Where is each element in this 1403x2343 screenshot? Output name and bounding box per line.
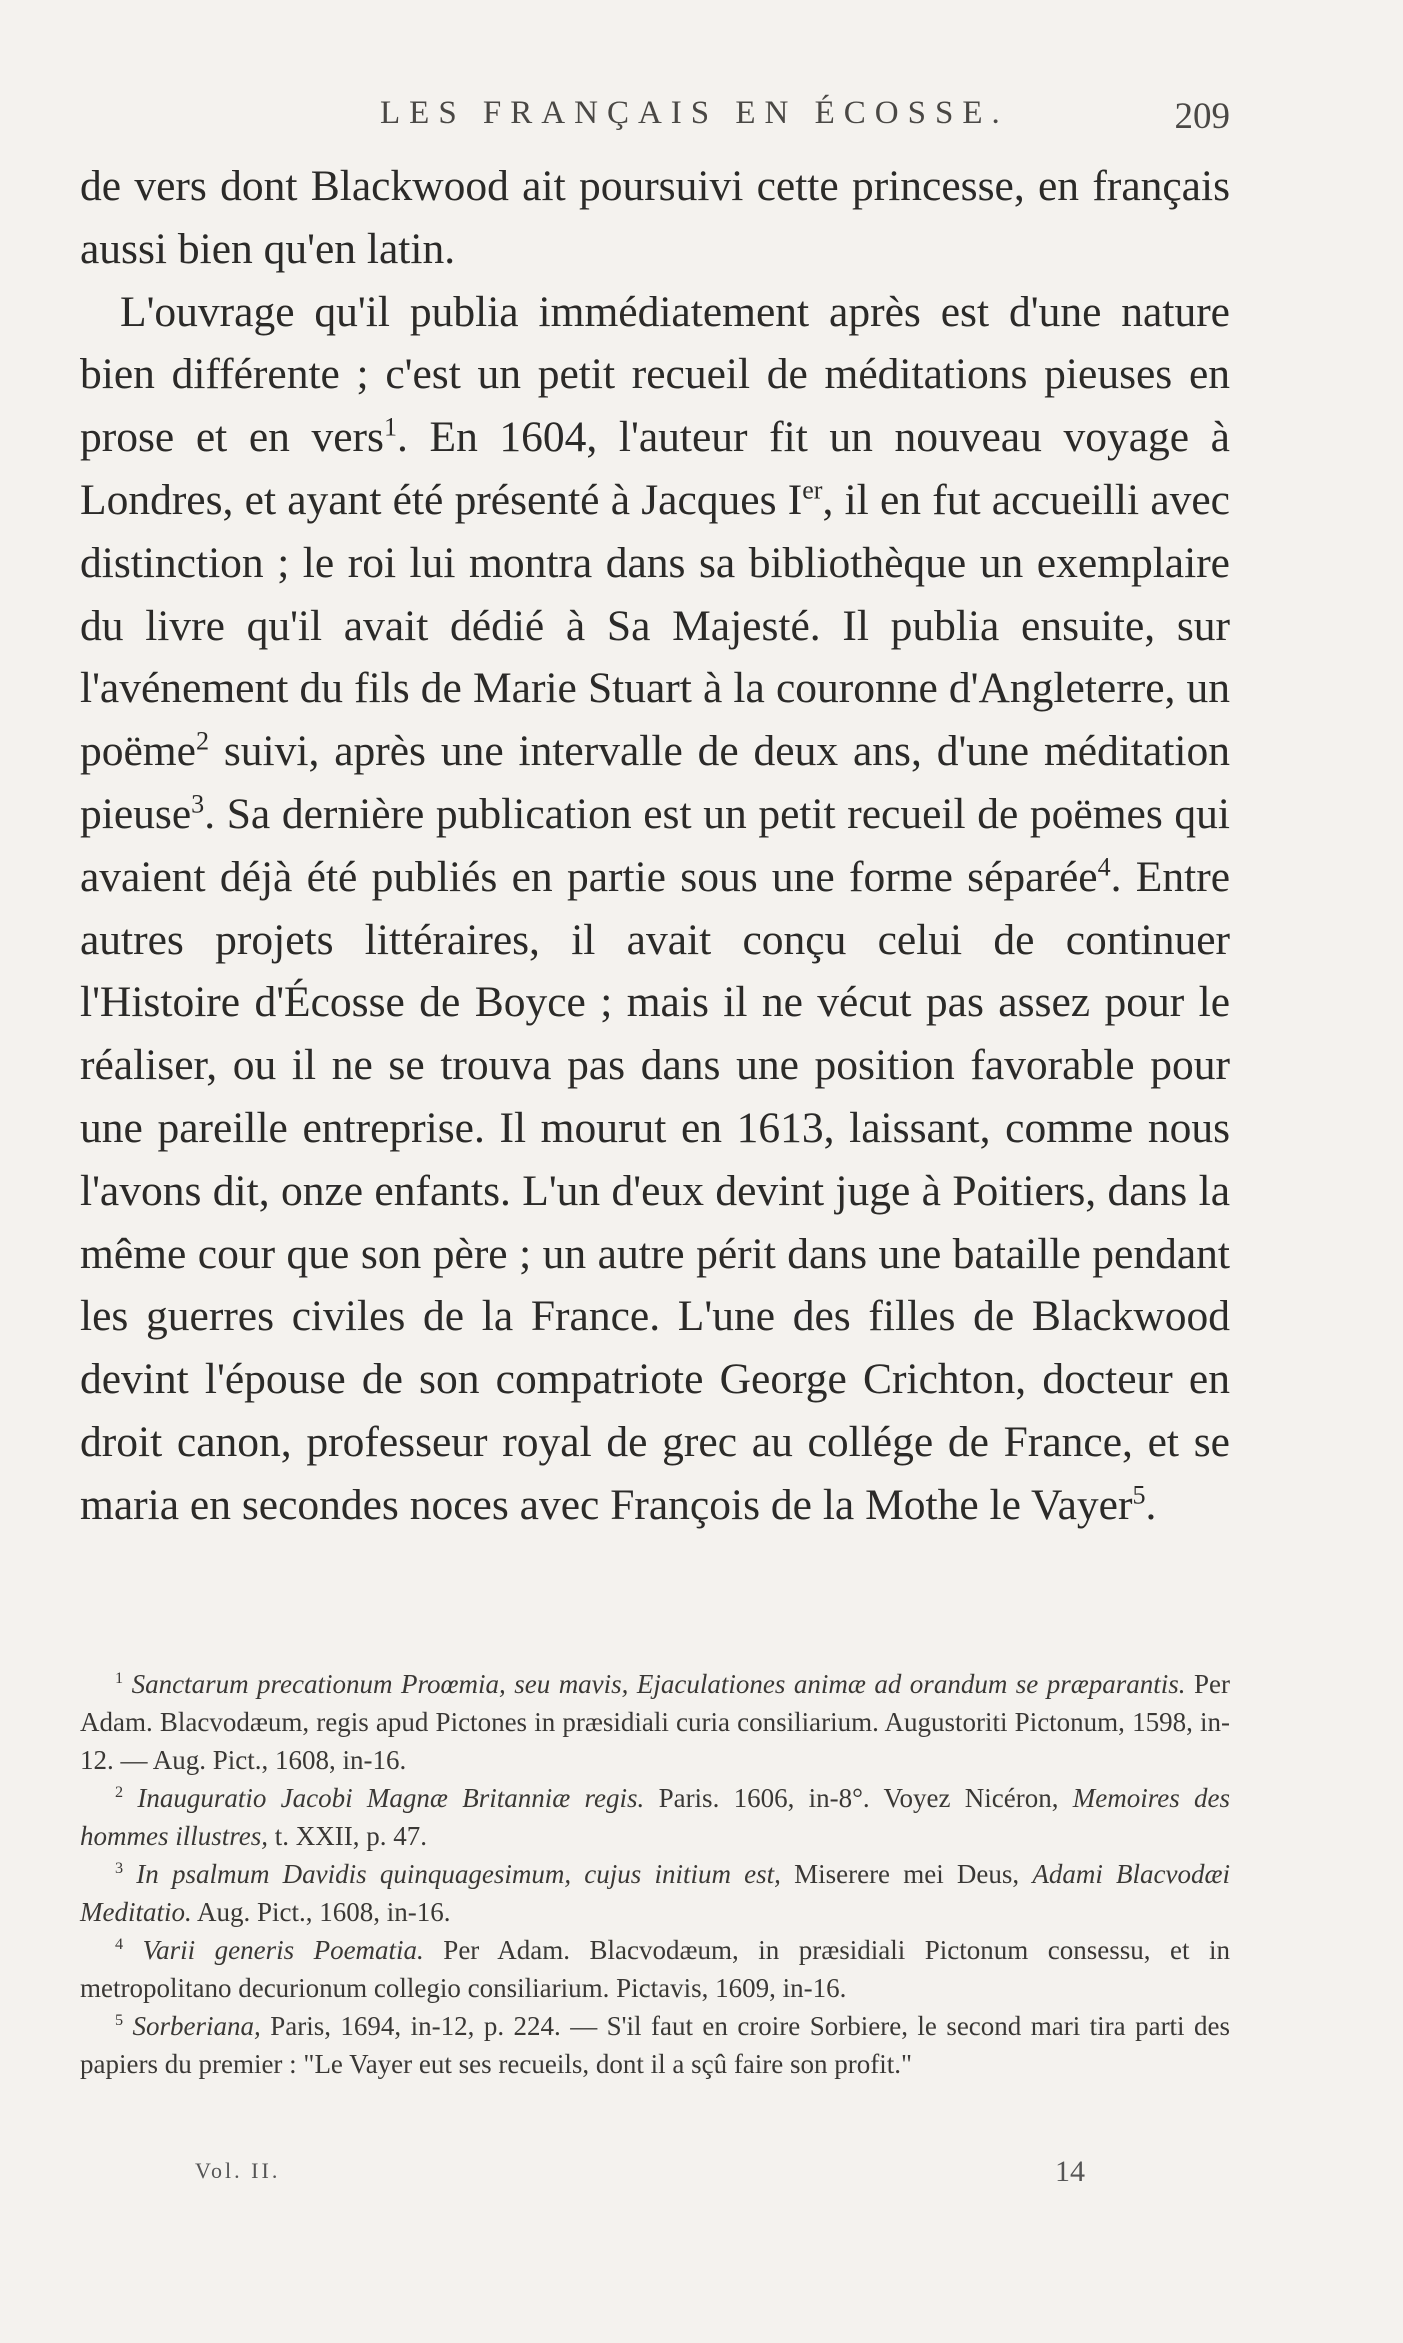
text-segment: . Entre autres projets littéraires, il avait conçu celui de continuer l'Histoire d'Écosse de Boyce ; mais il ne vécut pas assez pour le réaliser, ou il ne se trouva pas dans une position favorable pour une pareille entreprise. Il mourut en 1613, laissant, comme nous l'avons dit, onze enfants. L'un d'eux devint juge à Poitiers, dans la même cour que son père ; un autre périt dans une bataille pendant les guerres civiles de la France. L'une des filles de Blackwood devint l'épouse de son compatriote George Crichton, docteur en droit canon, professeur royal de grec au collége de France, et se maria en secondes noces avec François de la Mothe le Vayer [80, 852, 1230, 1529]
sheet-number: 14 [1055, 2155, 1085, 2188]
footnote-ref: 2 [195, 726, 209, 756]
footnote-title: Memoires des hommes illustres, [80, 1783, 1231, 1851]
footnote-text: Miserere mei Deus, [780, 1859, 1033, 1889]
text-segment: . En 1604, l'auteur fit un nouveau voyage à Londres, et ayant été présenté à Jacques I [80, 413, 1230, 524]
footnote-marker: 2 [115, 1783, 124, 1801]
footnote-marker: 3 [115, 1859, 124, 1877]
footnote-title: Sanctarum precationum Proœmia, seu mavis, Ejaculationes animæ ad orandum se præparantis. [131, 1669, 1186, 1699]
footnote-title: Inauguratio Jacobi Magnæ Britanniæ regis. [137, 1783, 645, 1813]
footnote-title: Varii generis Poematia. [142, 1935, 424, 1965]
footnote-text: Aug. Pict., 1608, in-16. [191, 1897, 451, 1927]
footnote-marker: 4 [115, 1935, 124, 1953]
footnote-marker: 5 [115, 2011, 124, 2029]
footnote-ref: 5 [1132, 1480, 1146, 1510]
footnote [80, 1665, 1230, 1779]
footnotes [80, 1665, 1230, 2083]
footnote-text: Paris, 1694, in-12, p. 224. — S'il faut en croire Sorbiere, le second mari tira parti des papiers du premier : "Le Vayer eut ses recueils, dont il a sçû faire son profit." [80, 2011, 1230, 2079]
text-segment: . [1145, 1480, 1157, 1529]
footnote-text: t. XXII, p. 47. [268, 1821, 427, 1851]
footnote-text: Paris. 1606, in-8°. Voyez Nicéron, [644, 1783, 1073, 1813]
footnote-text: Per Adam. Blacvodæum, regis apud Pictones in præsidiali curia consiliarium. Augustoriti Pictonum, 1598, in-12. — Aug. Pict., 1608, in-16. [80, 1669, 1231, 1775]
footnote-ref: er [802, 475, 823, 505]
footnote-ref: 4 [1097, 852, 1111, 882]
paragraph [80, 281, 1230, 1537]
text-segment: L'ouvrage qu'il publia immédiatement après est d'une nature bien différente ; c'est un petit recueil de méditations pieuses en prose et en vers [80, 287, 1230, 462]
footnote [80, 1855, 1230, 1931]
signature-mark: Vol. II. [195, 2158, 281, 2183]
running-title: LES FRANÇAIS EN ÉCOSSE. [380, 95, 1009, 131]
footnote [80, 1779, 1230, 1855]
page-number: 209 [1174, 96, 1230, 137]
footnote [80, 1931, 1230, 2007]
body-text [80, 155, 1230, 1537]
footnote-ref: 1 [383, 412, 398, 442]
footnote-title: In psalmum Davidis quinquagesimum, cujus initium est, [136, 1859, 781, 1889]
footnote-marker: 1 [115, 1669, 124, 1687]
page-header [80, 95, 1230, 145]
text-segment: . Sa dernière publication est un petit recueil de poëmes qui avaient déjà été publiés en partie sous une forme séparée [80, 789, 1230, 901]
text-segment: , il en fut accueilli avec distinction ; le roi lui montra dans sa bibliothèque un exemplaire du livre qu'il avait dédié à Sa Majesté. Il publia ensuite, sur l'avénement du fils de Marie Stuart à la couronne d'Angleterre, un poëme [80, 475, 1230, 776]
footnote-title: Adami Blacvodæi Meditatio. [80, 1859, 1230, 1927]
text-segment: suivi, après une intervalle de deux ans, d'une méditation pieuse [80, 727, 1230, 838]
footnote-title: Sorberiana, [132, 2011, 261, 2041]
footnote-text: Per Adam. Blacvodæum, in præsidiali Pictonum consessu, et in metropolitano decurionum collegio consiliarium. Pictavis, 1609, in-16. [80, 1935, 1230, 2003]
paragraph [80, 155, 1230, 281]
footnote-ref: 3 [191, 789, 205, 819]
text-segment: de vers dont Blackwood ait poursuivi cette princesse, en français aussi bien qu'en latin. [80, 162, 1230, 273]
footnote [80, 2007, 1230, 2083]
